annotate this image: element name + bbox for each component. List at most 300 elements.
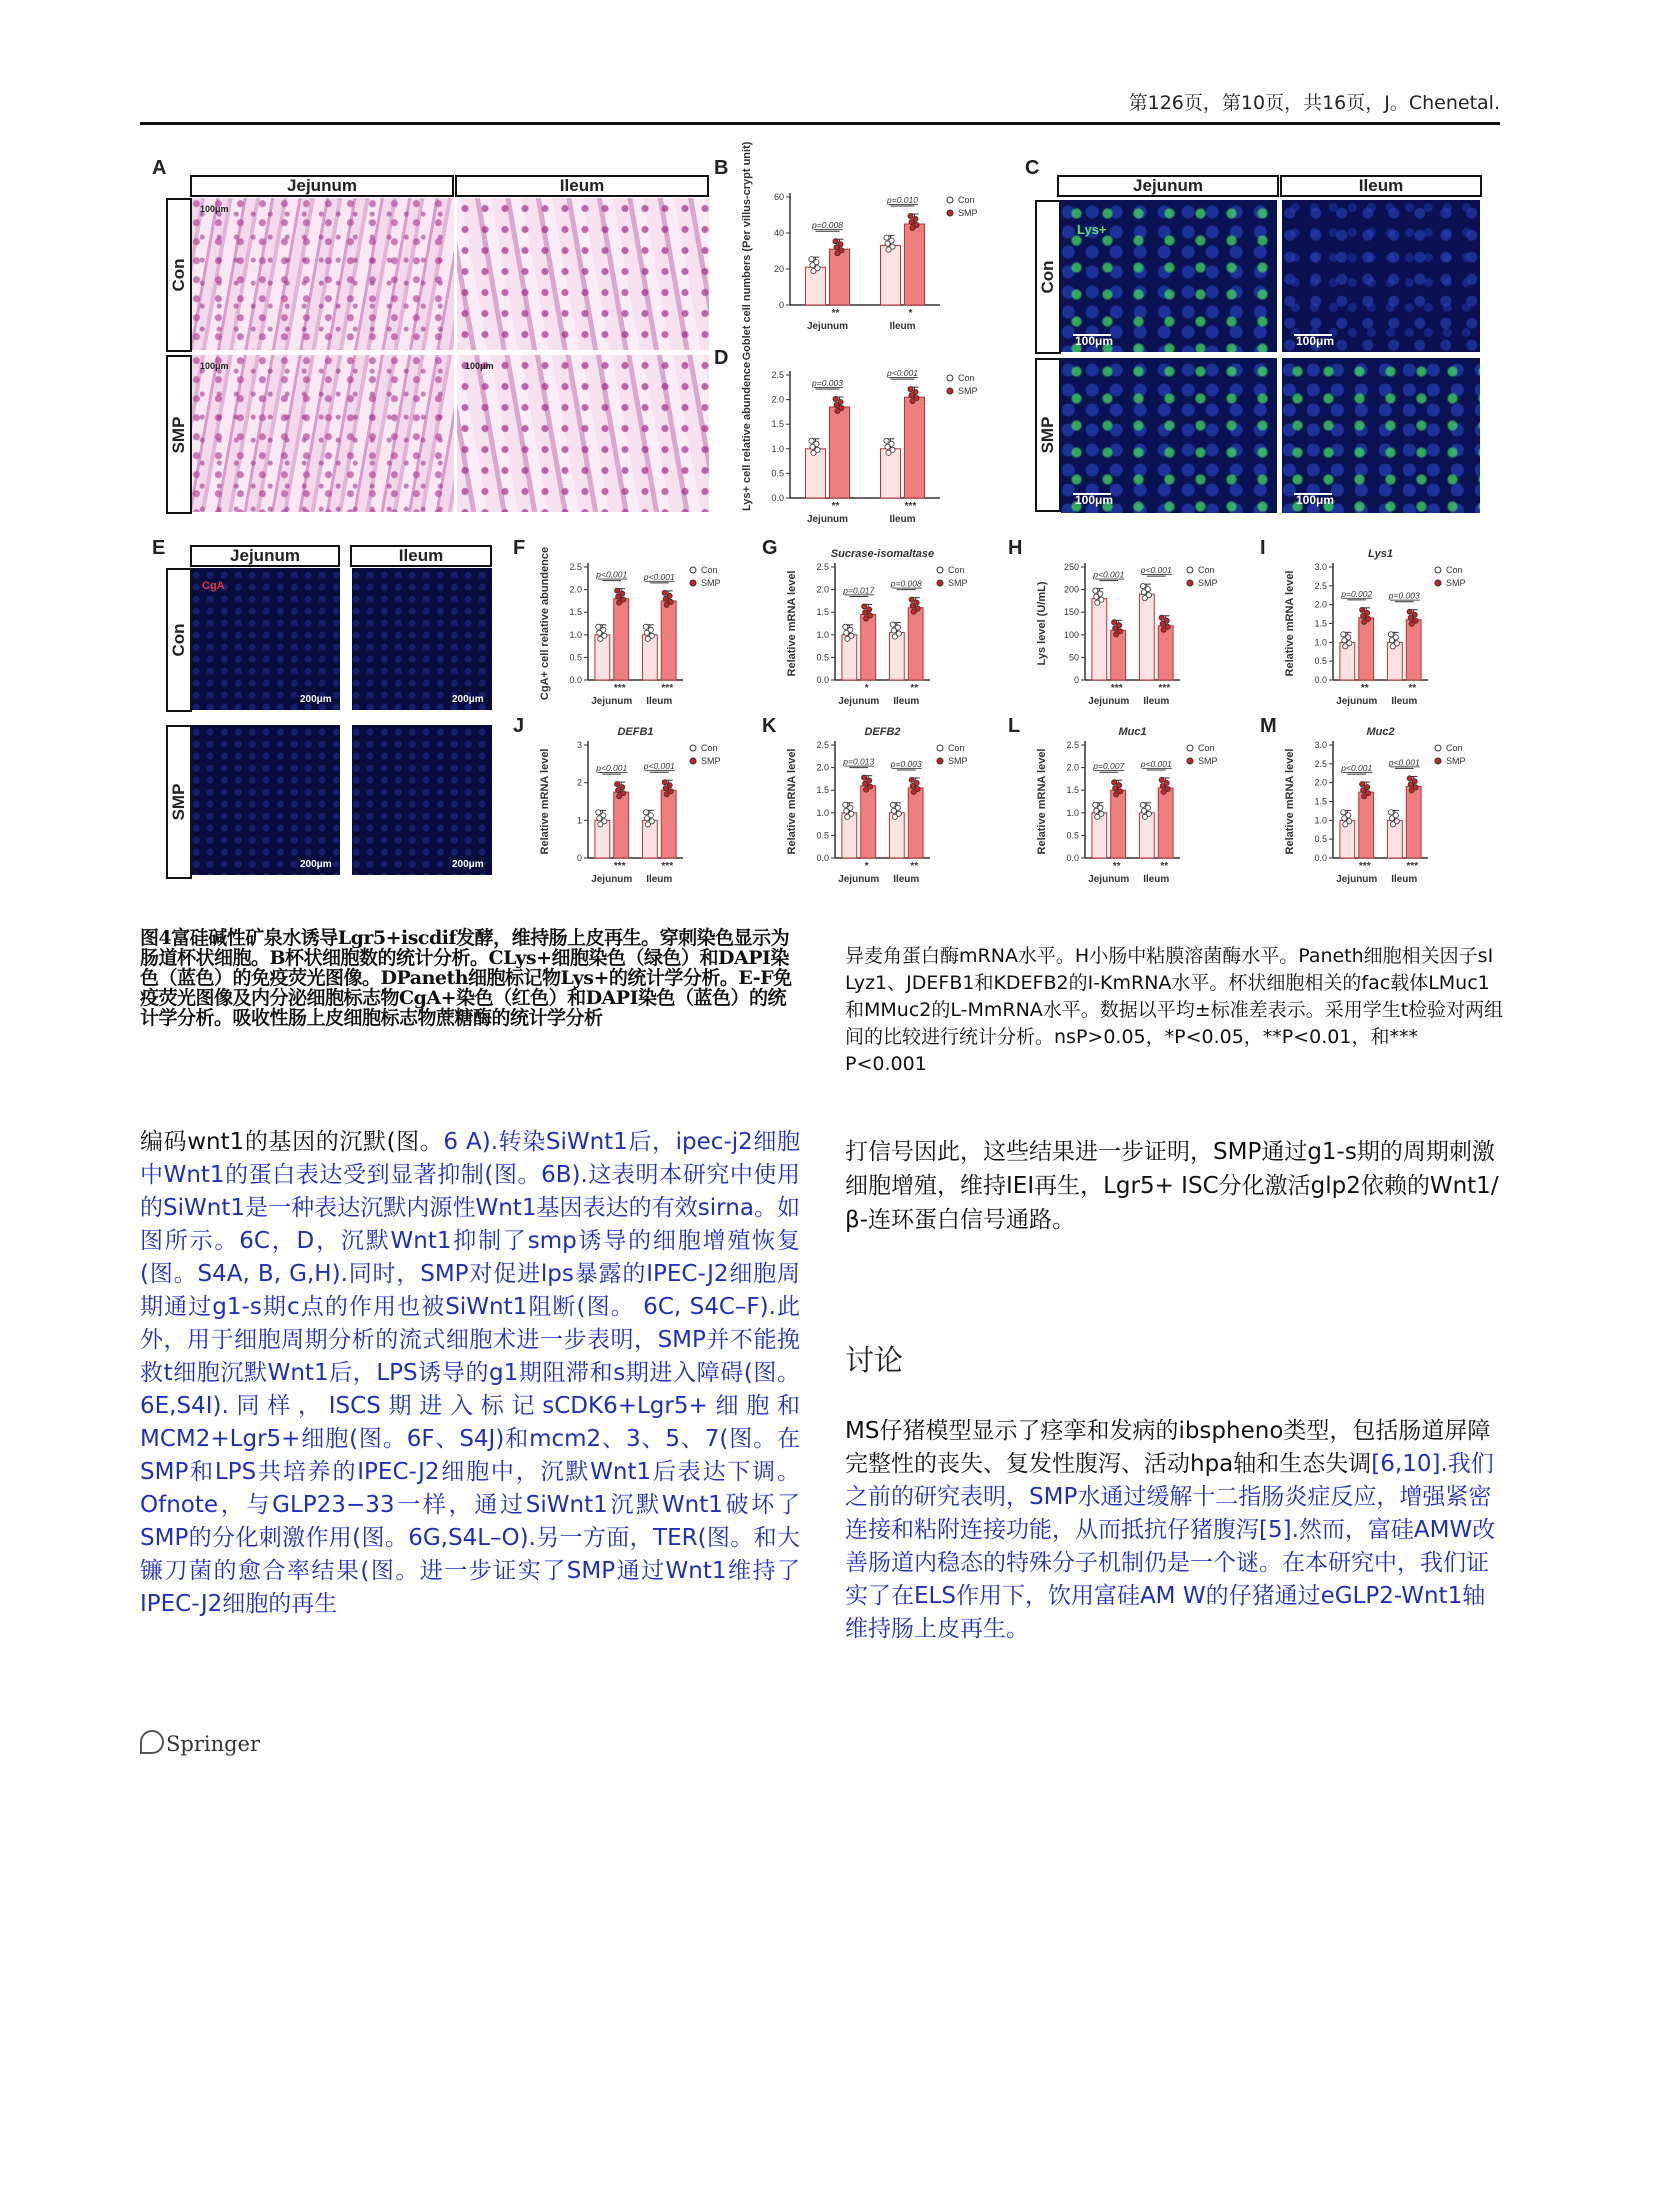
data-point [1360, 607, 1365, 612]
legend-marker [947, 197, 953, 203]
data-point [835, 251, 840, 256]
y-tick-label: 0.0 [569, 675, 582, 685]
data-point [1360, 781, 1365, 786]
y-tick-label: 250 [1063, 562, 1079, 572]
data-point [1114, 792, 1119, 797]
bar-smp-jejunum [1359, 618, 1374, 680]
legend-marker [1187, 745, 1193, 751]
data-point [910, 225, 915, 230]
body-left-main: 6 A).转染SiWnt1后，ipec-j2细胞中Wnt1的蛋白表达受到显著抑制(图。6B).这表明本研究中使用的SiWnt1是一种表达沉默内源性Wnt1基因表达的有效sirna。如图所示。6C，D，沉默Wnt1抑制了smp诱导的细胞增殖恢复(图。S4A, B, G,H).同时，SMP对促进lps暴露的IPEC-J2细胞周期通过g1-s期c点的作用也被SiWnt1阻断(图。 6C, S4C–F).此外，用于细胞周期分析的流式细胞术进一步表明，SMP并不能挽救t细胞沉默Wnt1后，LPS诱导的g1期阻滞和s期进入障碍(图。6E,S4I).同样，ISCS期进入标记sCDK6+Lgr5+细胞和MCM2+Lgr5+细胞(图。6F、S4J)和mcm2、3、5、7(图。在SMP和LPS共培养的IPEC-J2细胞中，沉默Wnt1后表达下调。Ofnote，与GLP23−33一样，通过SiWnt1沉默Wnt1破坏了SMP的分化刺激作用(图。6G,S4L–O).另一方面，TER(图。和大镰刀菌的愈合率结果(图。进一步证实了SMP通过Wnt1维持了IPEC-J2细胞的再生 [140, 1129, 801, 1617]
legend-marker [1187, 758, 1193, 764]
data-point [1390, 822, 1395, 827]
panel-letter-a: A [152, 157, 167, 179]
if-image-lys-con-jejunum: Lys+ 100μm [1061, 200, 1277, 352]
y-tick-label: 0.5 [1314, 834, 1327, 845]
body-paragraph-right-top: 打信号因此，这些结果进一步证明，SMP通过g1-s期的周期刺激细胞增殖，维持IEI再生，Lgr5+ ISC分化激活glp2依赖的Wnt1/β-连环蛋白信号通路。 [845, 1139, 1499, 1233]
x-category-label: Ileum [1391, 696, 1418, 707]
y-tick-label: 2.0 [816, 762, 829, 773]
data-point [864, 616, 869, 621]
data-point [1388, 810, 1393, 815]
section-heading-discussion: 讨论 [845, 1343, 904, 1377]
data-point [643, 810, 648, 815]
legend-marker [1435, 567, 1441, 573]
legend-label: SMP [701, 756, 721, 766]
y-tick-label: 200 [1063, 584, 1079, 595]
data-point [1389, 638, 1394, 643]
data-point [843, 802, 848, 807]
legend-label: Con [948, 743, 965, 753]
data-point [1094, 594, 1099, 599]
panel-a-header-ileum: Ileum [455, 175, 709, 197]
legend-label: Con [701, 743, 718, 753]
y-tick-label: 1.5 [569, 607, 582, 618]
significance-stars: ** [831, 501, 840, 512]
data-point [1341, 632, 1346, 637]
legend-label: SMP [948, 578, 968, 588]
significance-stars: *** [661, 683, 674, 694]
data-point [1093, 802, 1098, 807]
data-point [1095, 600, 1100, 605]
chart-h-lys-level [1035, 545, 1250, 710]
data-point [908, 213, 913, 218]
data-point [616, 594, 621, 599]
data-point [1113, 626, 1118, 631]
he-image-con-jejunum: 100μm [192, 198, 454, 350]
data-point [1407, 776, 1412, 781]
y-tick-label: 0.0 [1066, 853, 1079, 863]
data-point [1361, 787, 1366, 792]
y-tick-label: 1.5 [1314, 796, 1327, 807]
x-category-label: Jejunum [1088, 696, 1130, 707]
if-image-cga-smp-jejunum: 200μm [192, 725, 340, 875]
data-point [1408, 782, 1413, 787]
bar-con-ileum [889, 813, 904, 858]
y-tick-label: 2.5 [816, 562, 829, 572]
data-point [617, 793, 622, 798]
y-tick-label: 2.0 [1314, 777, 1327, 788]
bar-con-jejunum [595, 635, 610, 680]
y-tick-label: 2.0 [1314, 599, 1327, 610]
x-category-label: Jejunum [591, 696, 633, 707]
data-point [1142, 596, 1147, 601]
bar-con-ileum [881, 246, 901, 305]
panel-c-label-smp: SMP [1035, 358, 1061, 512]
y-tick-label: 1.0 [1314, 637, 1327, 648]
data-point [809, 438, 814, 443]
p-value-label: p=0.017 [843, 585, 875, 596]
data-point [617, 600, 622, 605]
y-tick-label: 40 [773, 228, 784, 238]
data-point [811, 269, 816, 274]
y-tick-label: 3.0 [1314, 740, 1327, 750]
bar-smp-jejunum [830, 407, 850, 498]
data-point [1362, 793, 1367, 798]
y-tick-label: 1.5 [1066, 785, 1079, 796]
legend-label: SMP [1446, 578, 1466, 588]
y-axis-label: Relative mRNA level [786, 748, 798, 855]
p-value-label: p<0.001 [1140, 758, 1172, 769]
bar-smp-jejunum [861, 614, 876, 680]
legend-marker [1435, 758, 1441, 764]
chart-title: DEFB1 [617, 726, 654, 738]
y-axis-label: Goblet cell numbers (Per villus-crypt unit) [741, 141, 753, 361]
panel-e-label-con: Con [166, 568, 192, 712]
data-point [1343, 822, 1348, 827]
data-point [890, 802, 895, 807]
data-point [662, 780, 667, 785]
data-point [891, 808, 896, 813]
x-category-label: Ileum [646, 696, 673, 707]
x-category-label: Ileum [889, 321, 916, 332]
chart-svg-k [785, 723, 1000, 888]
bar-con-ileum [889, 633, 904, 680]
data-point [1408, 615, 1413, 620]
data-point [908, 387, 913, 392]
significance-stars: ** [1408, 683, 1417, 694]
y-tick-label: 0.5 [816, 830, 829, 841]
x-category-label: Ileum [893, 874, 920, 885]
p-value-label: p=0.002 [1341, 588, 1373, 599]
y-tick-label: 0.0 [816, 675, 829, 685]
y-tick-label: 0.5 [1314, 656, 1327, 667]
significance-stars: *** [1406, 861, 1419, 872]
y-tick-label: 0 [1073, 675, 1079, 685]
legend-marker [690, 567, 696, 573]
x-category-label: Jejunum [806, 321, 849, 332]
data-point [1093, 588, 1098, 593]
data-point [845, 636, 850, 641]
p-value-label: p=0.010 [887, 195, 918, 205]
significance-stars: ** [1160, 861, 1169, 872]
bar-con-ileum [1139, 813, 1154, 858]
data-point [1113, 786, 1118, 791]
significance-stars: *** [904, 501, 917, 512]
y-tick-label: 2.5 [1066, 740, 1079, 750]
data-point [844, 630, 849, 635]
y-tick-label: 1.0 [771, 443, 784, 454]
x-category-label: Ileum [893, 696, 920, 707]
significance-stars: ** [910, 861, 919, 872]
data-point [862, 604, 867, 609]
discussion-lead: MS仔猪模型显示了痉挛和发病的ibspheno类型，包括肠道屏障完整性的丧失、复发性腹泻、活动hpa轴和生态失调 [845, 1418, 1491, 1477]
data-point [596, 810, 601, 815]
y-axis-label: Relative mRNA level [1036, 748, 1048, 855]
panel-letter-f: F [513, 537, 526, 559]
discussion-main: [6,10].我们之前的研究表明，SMP水通过缓解十二指肠炎症反应，增强紧密连接和粘附连接功能，从而抵抗仔猪腹泻[5].然而，富硅AMW改善肠道内稳态的特殊分子机制仍是一个谜。在本研究中，我们证实了在ELS作用下，饮用富硅AM W的仔猪通过eGLP2-Wnt1轴维持肠上皮再生。 [845, 1451, 1496, 1642]
p-value-label: p<0.001 [1341, 763, 1373, 774]
panel-letter-h: H [1008, 537, 1023, 559]
y-tick-label: 3 [576, 740, 582, 750]
bar-smp-ileum [908, 788, 923, 858]
data-point [911, 789, 916, 794]
p-value-label: p=0.007 [1093, 761, 1125, 772]
data-point [1343, 644, 1348, 649]
x-category-label: Jejunum [591, 874, 633, 885]
bar-smp-ileum [1406, 786, 1421, 858]
bar-smp-ileum [1158, 788, 1173, 858]
data-point [844, 808, 849, 813]
y-tick-label: 1.0 [816, 629, 829, 640]
bar-smp-jejunum [614, 599, 629, 680]
significance-stars: *** [661, 861, 674, 872]
x-category-label: Jejunum [1336, 874, 1378, 885]
y-axis-label: Relative mRNA level [786, 570, 798, 677]
he-image-con-ileum [457, 198, 709, 350]
y-tick-label: 1.0 [569, 629, 582, 640]
bar-con-ileum [881, 449, 901, 498]
body-left-lead: 编码wnt1的基因的沉默(图。 [140, 1129, 444, 1155]
data-point [662, 590, 667, 595]
chart-svg-j [538, 723, 753, 888]
panel-a-label-con: Con [166, 198, 192, 352]
chart-title: DEFB2 [864, 726, 901, 738]
data-point [1407, 609, 1412, 614]
bar-smp-ileum [905, 397, 925, 498]
y-tick-label: 20 [773, 264, 784, 274]
data-point [664, 792, 669, 797]
data-point [886, 247, 891, 252]
data-point [615, 588, 620, 593]
y-tick-label: 0 [778, 300, 784, 310]
p-value-label: p=0.013 [843, 756, 875, 767]
data-point [884, 438, 889, 443]
data-point [615, 781, 620, 786]
legend-marker [947, 375, 953, 381]
data-point [909, 777, 914, 782]
y-tick-label: 2.5 [771, 370, 784, 380]
data-point [663, 786, 668, 791]
springer-logo: Springer [140, 1730, 260, 1756]
panel-c-header-jejunum: Jejunum [1057, 175, 1279, 197]
data-point [1161, 627, 1166, 632]
y-tick-label: 1.5 [816, 607, 829, 618]
panel-letter-k: K [762, 715, 777, 737]
bar-con-jejunum [1092, 599, 1107, 680]
significance-stars: *** [613, 861, 626, 872]
panel-letter-e: E [152, 537, 166, 559]
y-tick-label: 2.5 [1314, 758, 1327, 769]
data-point [596, 624, 601, 629]
data-point [1409, 621, 1414, 626]
y-tick-label: 1.5 [771, 419, 784, 430]
y-tick-label: 0.5 [816, 652, 829, 663]
chart-j-defb1 [538, 723, 753, 888]
data-point [664, 602, 669, 607]
data-point [598, 636, 603, 641]
header-rule [140, 122, 1500, 125]
legend-label: Con [1198, 565, 1215, 575]
y-tick-label: 0.0 [816, 853, 829, 863]
panel-letter-d: D [714, 347, 729, 369]
p-value-label: p=0.003 [1388, 590, 1420, 601]
y-tick-label: 150 [1063, 607, 1079, 618]
data-point [884, 235, 889, 240]
running-head: 第126页，第10页，共16页，J。Chenetal. [1128, 92, 1500, 114]
significance-stars: * [864, 861, 869, 872]
chart-title: Sucrase-isomaltase [830, 548, 935, 560]
significance-stars: ** [910, 683, 919, 694]
legend-marker [937, 745, 943, 751]
y-tick-label: 2.5 [1314, 580, 1327, 591]
p-value-label: p<0.001 [596, 763, 628, 774]
data-point [644, 816, 649, 821]
significance-stars: ** [831, 308, 840, 319]
legend-marker [947, 210, 953, 216]
data-point [616, 787, 621, 792]
y-tick-label: 50 [1068, 652, 1079, 663]
legend-label: Con [958, 373, 975, 383]
y-tick-label: 1.5 [816, 785, 829, 796]
p-value-label: p=0.003 [890, 758, 922, 769]
panel-letter-i: I [1260, 537, 1266, 559]
legend-marker [1187, 580, 1193, 586]
figure-4 [140, 141, 1500, 895]
legend-label: SMP [958, 208, 978, 218]
data-point [1342, 638, 1347, 643]
legend-marker [690, 580, 696, 586]
x-category-label: Jejunum [1336, 696, 1378, 707]
bar-con-jejunum [806, 449, 826, 498]
data-point [598, 822, 603, 827]
y-tick-label: 2.0 [1066, 762, 1079, 773]
data-point [833, 239, 838, 244]
legend-label: SMP [958, 386, 978, 396]
data-point [1159, 615, 1164, 620]
p-value-label: p<0.001 [596, 569, 628, 580]
legend-marker [937, 758, 943, 764]
if-image-cga-smp-ileum: 200μm [352, 725, 492, 875]
data-point [1361, 613, 1366, 618]
legend-marker [690, 758, 696, 764]
panel-letter-l: L [1008, 715, 1021, 737]
chart-d-lys-cells [740, 353, 1010, 528]
bar-smp-jejunum [1111, 630, 1126, 680]
bar-con-jejunum [842, 635, 857, 680]
x-category-label: Ileum [889, 514, 916, 525]
significance-stars: ** [1360, 683, 1369, 694]
data-point [1342, 816, 1347, 821]
significance-stars: *** [1158, 683, 1171, 694]
data-point [835, 408, 840, 413]
data-point [834, 402, 839, 407]
p-value-label: p<0.001 [643, 571, 675, 582]
y-tick-label: 2.5 [816, 740, 829, 750]
significance-stars: * [864, 683, 869, 694]
y-axis-label: Relative mRNA level [539, 748, 551, 855]
p-value-label: p<0.001 [1388, 757, 1420, 768]
data-point [862, 775, 867, 780]
data-point [885, 241, 890, 246]
bar-smp-jejunum [861, 786, 876, 858]
y-tick-label: 0.0 [771, 493, 784, 503]
panel-e-header-jejunum: Jejunum [190, 545, 340, 567]
x-category-label: Jejunum [838, 696, 880, 707]
data-point [811, 450, 816, 455]
legend-marker [1187, 567, 1193, 573]
panel-letter-c: C [1025, 157, 1040, 179]
chart-title: Lys1 [1367, 548, 1394, 560]
legend-label: SMP [701, 578, 721, 588]
x-category-label: Ileum [1391, 874, 1418, 885]
p-value-label: p=0.008 [812, 220, 843, 231]
x-category-label: Jejunum [806, 514, 849, 525]
data-point [834, 245, 839, 250]
panel-c-label-con: Con [1035, 200, 1061, 354]
panel-letter-m: M [1260, 715, 1277, 737]
bar-smp-ileum [908, 608, 923, 680]
significance-stars: * [908, 308, 913, 319]
legend-marker [937, 580, 943, 586]
chart-svg-i [1283, 545, 1498, 710]
data-point [1160, 783, 1165, 788]
springer-horse-icon [140, 1730, 164, 1754]
data-point [891, 628, 896, 633]
chart-title: Muc2 [1366, 726, 1395, 738]
data-point [663, 596, 668, 601]
p-value-label: p<0.001 [643, 761, 675, 772]
legend-label: Con [1198, 743, 1215, 753]
panel-a-label-smp: SMP [166, 355, 192, 514]
data-point [809, 257, 814, 262]
y-tick-label: 3.0 [1314, 562, 1327, 572]
legend-label: Con [958, 195, 975, 205]
y-tick-label: 0.0 [1314, 853, 1327, 863]
data-point [1140, 802, 1145, 807]
p-value-label: p<0.001 [887, 368, 918, 379]
data-point [1160, 621, 1165, 626]
panel-letter-b: B [714, 157, 729, 179]
data-point [1161, 789, 1166, 794]
y-tick-label: 0 [576, 853, 582, 863]
y-tick-label: 1.0 [1314, 815, 1327, 826]
data-point [863, 781, 868, 786]
data-point [910, 603, 915, 608]
chart-svg-m [1283, 723, 1498, 888]
y-tick-label: 0.5 [569, 652, 582, 663]
bar-smp-jejunum [614, 792, 629, 858]
chart-g-sucrase-isomaltase [785, 545, 1000, 710]
x-category-label: Ileum [646, 874, 673, 885]
data-point [1112, 780, 1117, 785]
y-tick-label: 1.0 [816, 807, 829, 818]
data-point [1409, 788, 1414, 793]
data-point [911, 609, 916, 614]
p-value-label: p<0.001 [1093, 569, 1125, 580]
y-tick-label: 2.0 [771, 394, 784, 405]
data-point [644, 630, 649, 635]
legend-marker [947, 388, 953, 394]
y-tick-label: 1 [576, 815, 582, 826]
x-category-label: Jejunum [1088, 874, 1130, 885]
y-tick-label: 2.5 [569, 562, 582, 572]
chart-l-muc1 [1035, 723, 1250, 888]
legend-label: Con [1446, 743, 1463, 753]
p-value-label: p=0.008 [890, 578, 922, 589]
body-paragraph-left [140, 1126, 800, 1621]
data-point [645, 822, 650, 827]
if-image-cga-con-ileum: 200μm [352, 568, 492, 710]
bar-con-ileum [642, 635, 657, 680]
panel-e-label-smp: SMP [166, 725, 192, 879]
y-tick-label: 1.5 [1314, 618, 1327, 629]
data-point [892, 814, 897, 819]
x-category-label: Ileum [1143, 874, 1170, 885]
y-tick-label: 60 [773, 192, 784, 202]
data-point [885, 444, 890, 449]
data-point [810, 263, 815, 268]
significance-stars: *** [1358, 861, 1371, 872]
y-tick-label: 0.5 [1066, 830, 1079, 841]
